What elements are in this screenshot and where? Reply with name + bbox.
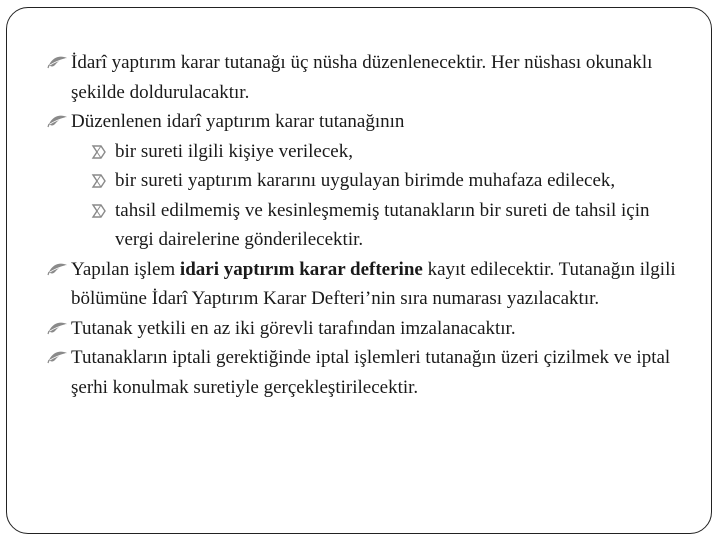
sub-bullet-text-3: tahsil edilmemiş ve kesinleşmemiş tutanakların bir sureti de tahsil için vergi dairelerine gönderilecektir.	[115, 199, 650, 250]
bullet-item-1	[47, 48, 687, 107]
bullet-text-2: Düzenlenen idarî yaptırım karar tutanağının	[71, 111, 405, 132]
bullet-item-2	[47, 107, 687, 137]
slide-frame	[6, 7, 712, 534]
bullet-text-3a: Yapılan işlem	[71, 258, 180, 280]
sub-bullet-text-2: bir sureti yaptırım kararını uygulayan birimde muhafaza edilecek,	[115, 170, 616, 191]
slide-content	[47, 48, 687, 402]
sub-bullet-item-1	[47, 137, 687, 167]
diamond-icon	[91, 166, 113, 195]
bullet-text-3b: kayıt edilecektir. Tutanağın ilgili bölümüne İdarî Yaptırım Karar Defteri’nin sıra numarası yazılacaktır.	[71, 258, 676, 309]
diamond-icon	[91, 196, 113, 225]
feather-icon	[47, 107, 69, 136]
bullet-text-4: Tutanak yetkili en az iki görevli tarafından imzalanacaktır.	[71, 317, 516, 339]
diamond-icon	[91, 137, 113, 166]
bullet-text-1: İdarî yaptırım karar tutanağı üç nüsha düzenlenecektir. Her nüshası okunaklı şekilde doldurulacaktır.	[71, 52, 653, 103]
sub-bullet-item-3	[47, 196, 687, 255]
sub-bullet-text-1: bir sureti ilgili kişiye verilecek,	[115, 140, 353, 162]
bullet-text-5: Tutanakların iptali gerektiğinde iptal işlemleri tutanağın üzeri çizilmek ve iptal şerhi konulmak suretiyle gerçekleştirilecektir.	[71, 347, 671, 398]
sub-bullet-item-2	[47, 166, 687, 196]
bullet-item-5	[47, 343, 687, 402]
feather-icon	[47, 255, 69, 284]
bullet-item-4	[47, 314, 687, 344]
bullet-item-3	[47, 255, 687, 314]
bullet-text-3-bold: idari yaptırım karar defterine	[179, 258, 423, 280]
feather-icon	[47, 314, 69, 343]
feather-icon	[47, 48, 69, 77]
feather-icon	[47, 343, 69, 372]
